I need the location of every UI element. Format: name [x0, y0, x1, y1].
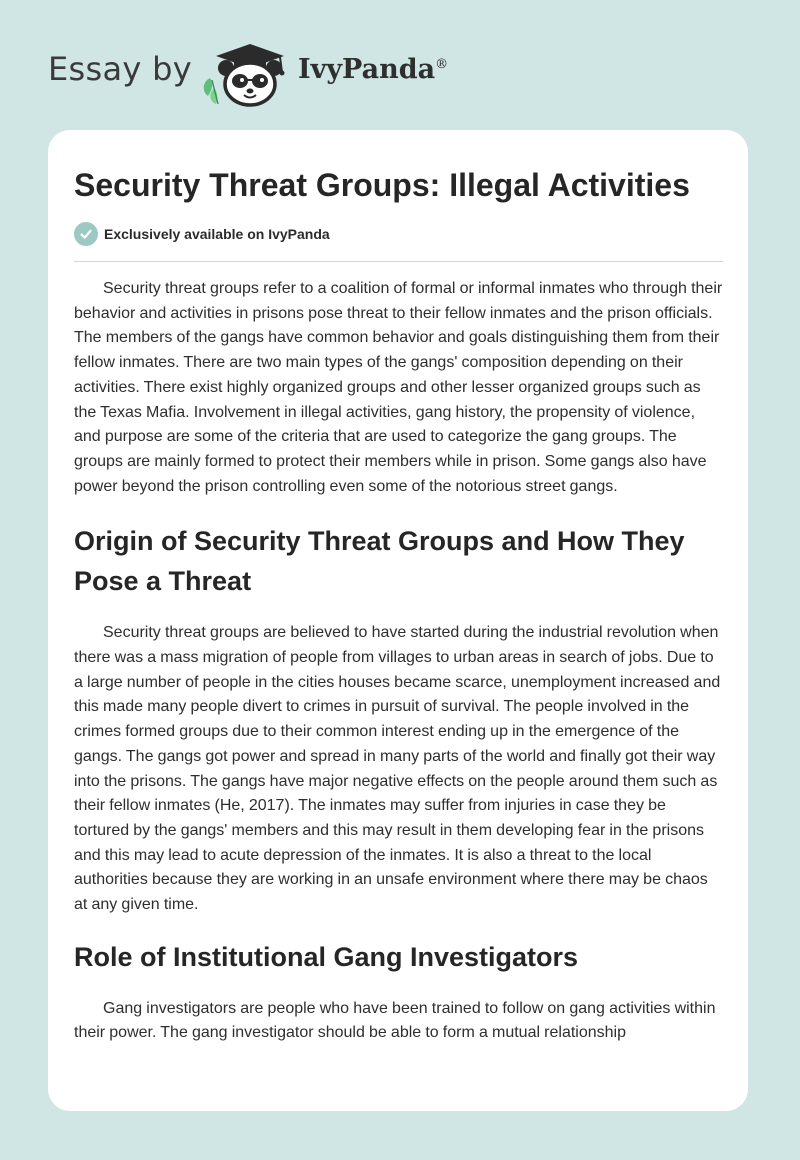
site-header — [0, 0, 800, 130]
check-icon — [74, 222, 98, 246]
paragraph-intro: Security threat groups refer to a coalition of formal or informal inmates who through their behavior and activities in prisons pose threat to their fellow inmates and the prison officials. The members of the gangs have common behavior and goals distinguishing them from their fellow inmates. There are two main types of the gangs' composition depending on their activities. There exist highly organized groups and other lesser organized groups such as the Texas Mafia. Involvement in illegal activities, gang history, the propensity of violence, and purpose are some of the criteria that are used to categorize the gang groups. The groups are mainly formed to protect their members while in prison. Some gangs also have power beyond the prison controlling even some of the notorious street gangs. — [74, 280, 723, 495]
paragraph-role: Gang investigators are people who have been trained to follow on gang activities within their power. The gang investigator should be able to form a mutual relationship — [74, 999, 716, 1042]
page-title: Security Threat Groups: Illegal Activities — [74, 167, 690, 203]
brand-name[interactable]: IvyPanda® — [298, 54, 449, 85]
brand-prefix: Essay by — [48, 50, 192, 88]
divider — [74, 261, 723, 262]
panda-graduate-icon[interactable] — [200, 38, 292, 108]
section-heading-origin: Origin of Security Threat Groups and How They Pose a Threat — [74, 526, 685, 597]
essay-card — [48, 130, 748, 1111]
section-heading-role: Role of Institutional Gang Investigators — [74, 941, 579, 972]
paragraph-origin: Security threat groups are believed to have started during the industrial revolution when there was a mass migration of people from villages to urban areas in search of jobs. Due to a large number of people in the cities houses became scarce, unemployment increased and this made many people divert to crimes in pursuit of survival. The people involved in the crimes formed groups due to their common interest ending up in the emergence of the gangs. The gangs got power and spread in many parts of the world and finally got their way into the prisons. The gangs have major negative effects on the people around them such as their fellow inmates (He, 2017). The inmates may suffer from injuries in case they be tortured by the gangs' members and this may result in them developing fear in the prisons and this may lead to acute depression of the inmates. It is also a threat to the local authorities because they are working in an unsafe environment where there may be chaos at any given time. — [74, 624, 721, 914]
badge-label: Exclusively available on IvyPanda — [104, 226, 330, 242]
exclusive-badge — [74, 222, 330, 246]
article-body — [74, 277, 724, 1046]
